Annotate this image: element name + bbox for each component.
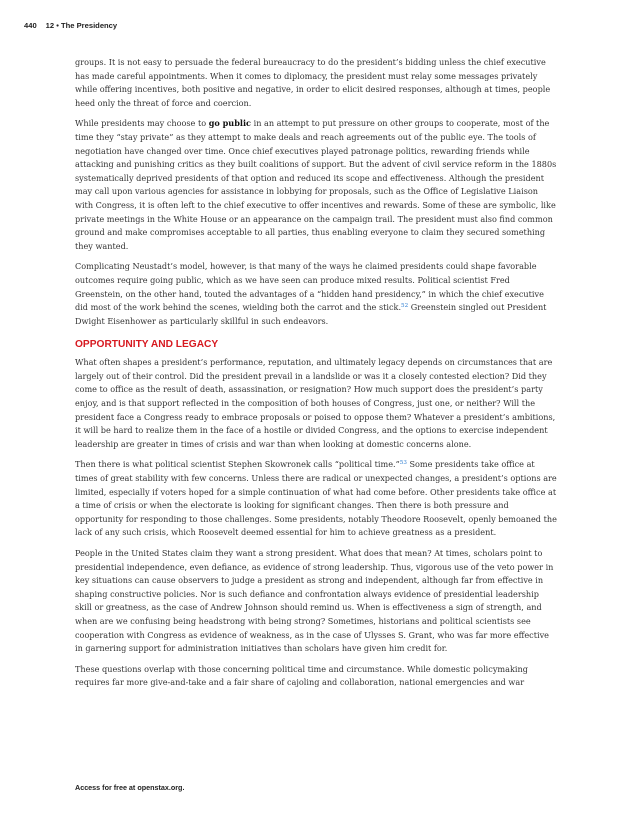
paragraph-5-rest: Some presidents take office at times of great stability with few concerns. Unless there are radical or unexpected changes, a president’s options are limited, especially if voters hoped for a simple continuation of what had come before. Other presidents take office at a time of crisis or when the electorate is looking for significant changes. Then there is both pressure and opportunity for responding to those challenges. Some presidents, notably Theodore Roosevelt, openly bemoaned the lack of any such crisis, which Roosevelt deemed essential for him to achieve greatness as a president. (75, 459, 557, 538)
paragraph-3 (75, 260, 557, 328)
paragraph-4: What often shapes a president’s performance, reputation, and ultimately legacy depends on circumstances that are largely out of their control. Did the president prevail in a landslide or was it a closely contested election? Did they come to office as the result of death, assassination, or resignation? How much support does the president’s party enjoy, and is that support reflected in the composition of both houses of Congress, just one, or neither? Will the president face a Congress ready to embrace proposals or poised to oppose them? Whatever a president’s ambitions, it will be hard to realize them in the face of a hostile or divided Congress, and the options to exercise independent leadership are greater in times of crisis and war than when looking at domestic concerns alone. (75, 357, 556, 449)
footnote-link-53[interactable]: 53 (399, 460, 407, 467)
chapter-title: 12 • The Presidency (45, 21, 118, 30)
paragraph-5-lead: Then there is what political scientist Stephen Skowronek calls “political time.” (75, 459, 400, 470)
paragraph-2-lead: While presidents may choose to (75, 118, 209, 129)
paragraph-2-rest: in an attempt to put pressure on other groups to cooperate, most of the time they “stay private” as they attempt to make deals and reach agreements out of the public eye. The tools of negotiation have changed over time. Once chief executives played patronage politics, rewarding friends while attacking and punishing critics as they built coalitions of support. But the advent of civil service reform in the 1880s systematically deprived presidents of that option and reduced its scope and effectiveness. Although the president may call upon various agencies for assistance in lobbying for proposals, such as the Office of Legislative Liaison with Congress, it is often left to the chief executive to offer incentives and rewards. Some of these are symbolic, like private meetings in the White House or an appearance on the campaign trail. The president must also find common ground and make compromises acceptable to all parties, thus enabling everyone to claim they secured something they wanted. (75, 118, 557, 251)
paragraph-2 (75, 117, 557, 253)
key-term-go-public: go public (208, 118, 252, 129)
section-heading: OPPORTUNITY AND LEGACY (75, 339, 219, 351)
body-text (75, 56, 557, 697)
paragraph-1: groups. It is not easy to persuade the federal bureaucracy to do the president’s bidding unless the chief executive has made careful appointments. When it comes to diplomacy, the president must relay some messages privately while offering incentives, both positive and negative, in order to elicit desired responses, although at times, people heed only the threat of force and coercion. (75, 57, 551, 108)
footnote-link-52[interactable]: 52 (401, 303, 409, 310)
paragraph-3-rest: Greenstein singled out President Dwight Eisenhower as particularly skillful in such endeavors. (75, 302, 547, 326)
paragraph-6: People in the United States claim they want a strong president. What does that mean? At times, scholars point to presidential independence, even defiance, as evidence of strong leadership. Thus, vigorous use of the veto power in key situations can cause observers to judge a president as strong and independent, although far from effective in shaping constructive policies. Nor is such defiance and confrontation always evidence of presidential leadership skill or greatness, as the case of Andrew Johnson should remind us. When is effectiveness a sign of strength, and when are we confusing being headstrong with being strong? Sometimes, historians and political scientists see cooperation with Congress as evidence of weakness, as in the case of Ulysses S. Grant, who was far more effective in garnering support for administration initiatives than scholars have given him credit for. (75, 548, 554, 654)
paragraph-3-lead: Complicating Neustadt’s model, however, is that many of the ways he claimed presidents could shape favorable outcomes require going public, which as we have seen can produce mixed results. Political scientist Fred Greenstein, on the other hand, touted the advantages of a “hidden hand presidency,” in which the chief executive did most of the work behind the scenes, wielding both the carrot and the stick. (75, 261, 544, 313)
paragraph-5 (75, 458, 557, 540)
paragraph-7: These questions overlap with those concerning political time and circumstance. While domestic policymaking requires far more give-and-take and a fair share of cajoling and collaboration, national emergencies and war (75, 663, 528, 688)
footer-access-note: Access for free at openstax.org. (75, 783, 185, 792)
running-header (24, 21, 117, 30)
page-number: 440 (24, 21, 37, 30)
